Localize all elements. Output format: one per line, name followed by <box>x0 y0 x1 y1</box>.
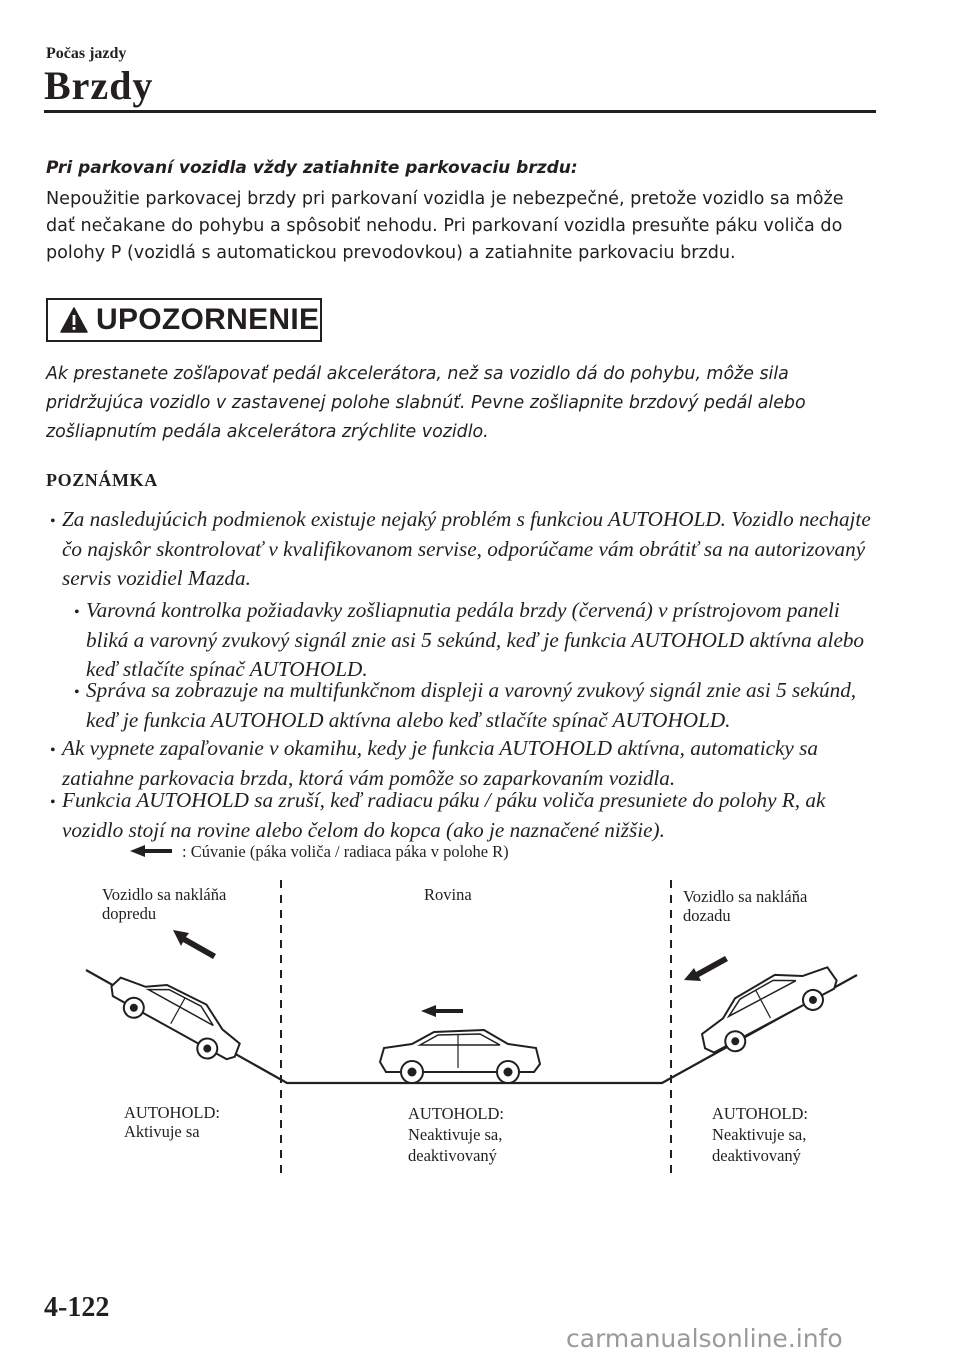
center-status-line2: Neaktivuje sa, <box>408 1125 503 1144</box>
note-item-ignition-off: Ak vypnete zapaľovanie v okamihu, kedy je funkcia AUTOHOLD aktívna, automaticky sa zatiahne parkovacia brzda, ktorá vám pomôže so zaparkovaním vozidla. <box>62 736 818 790</box>
bullet: • <box>50 513 56 530</box>
left-status-line2: Aktivuje sa <box>124 1122 200 1141</box>
watermark: carmanualsonline.info <box>566 1324 843 1353</box>
right-direction-arrow-icon <box>684 956 728 981</box>
left-status <box>124 1103 220 1141</box>
bullet: • <box>74 604 80 621</box>
reverse-arrow-icon <box>130 845 172 857</box>
autohold-slope-diagram <box>0 830 960 1180</box>
left-slope-label <box>102 885 226 923</box>
caution-title: UPOZORNENIE <box>96 303 320 336</box>
right-status <box>712 1103 808 1166</box>
legend-label: : Cúvanie (páka voliča / radiaca páka v polohe R) <box>182 842 509 861</box>
note-subitem-warning-light: Varovná kontrolka požiadavky zošliapnutia pedála brzdy (červená) v prístrojovom paneli bliká a varovný zvukový signál znie asi 5 sekúnd, keď je funkcia AUTOHOLD aktívna alebo keď stlačíte spínač AUTOHOLD. <box>86 598 865 681</box>
page-number: 4-122 <box>44 1292 110 1323</box>
left-direction-arrow-icon <box>173 930 216 959</box>
right-status-line3: deaktivovaný <box>712 1146 801 1165</box>
right-status-line2: Neaktivuje sa, <box>712 1125 807 1144</box>
right-slope-label-line1: Vozidlo sa nakláňa <box>683 887 808 906</box>
note-item-cancel-condition: Funkcia AUTOHOLD sa zruší, keď radiacu páku / páku voliča presuniete do polohy R, ak vozidlo stojí na rovine alebo čelom do kopca (ako je naznačené nižšie). <box>62 788 826 842</box>
bullet: • <box>74 684 80 701</box>
center-direction-arrow-icon <box>421 1005 463 1017</box>
page-title: Brzdy <box>44 63 154 108</box>
car-center-icon <box>380 1030 540 1083</box>
section-label: Počas jazdy <box>46 45 127 62</box>
parking-warning-heading: Pri parkovaní vozidla vždy zatiahnite parkovaciu brzdu: <box>46 158 578 178</box>
bullet: • <box>50 794 56 811</box>
right-status-line1: AUTOHOLD: <box>712 1104 808 1123</box>
center-label: Rovina <box>424 885 472 904</box>
center-status <box>408 1103 504 1166</box>
caution-body: Ak prestanete zošľapovať pedál akcelerátora, než sa vozidlo dá do pohybu, môže sila pridržujúca vozidlo v zastavenej polohe slabnúť. Pevne zošliapnite brzdový pedál alebo zošliapnutím pedála akcelerátora zrýchlite vozidlo. <box>46 364 806 442</box>
warning-triangle-icon <box>60 307 88 333</box>
center-status-line3: deaktivovaný <box>408 1146 497 1165</box>
car-left-icon <box>103 960 250 1071</box>
right-slope-label <box>683 887 807 925</box>
right-slope-label-line2: dozadu <box>683 906 731 925</box>
left-slope-label-line2: dopredu <box>102 904 157 923</box>
title-divider <box>44 110 876 113</box>
note-heading: POZNÁMKA <box>46 470 158 490</box>
caution-box <box>46 298 322 342</box>
note-item-autohold-problem: Za nasledujúcich podmienok existuje nejaký problém s funkciou AUTOHOLD. Vozidlo nechajte čo najskôr skontrolovať v kvalifikovanom servise, odporúčame vám obrátiť sa na autorizovaný servis vozidiel Mazda. <box>62 507 871 590</box>
parking-warning-body: Nepoužitie parkovacej brzdy pri parkovaní vozidla je nebezpečné, pretože vozidlo sa môže dať nečakane do pohybu a spôsobiť nehodu. Pri parkovaní vozidla presuňte páku voliča do polohy P (vozidlá s automatickou prevodovkou) a zatiahnite parkovaciu brzdu. <box>46 189 844 263</box>
note-subitem-display-message: Správa sa zobrazuje na multifunkčnom displeji a varovný zvukový signál znie asi 5 sekúnd, keď je funkcia AUTOHOLD aktívna alebo keď stlačíte spínač AUTOHOLD. <box>86 678 857 732</box>
center-status-line1: AUTOHOLD: <box>408 1104 504 1123</box>
left-status-line1: AUTOHOLD: <box>124 1103 220 1122</box>
bullet: • <box>50 742 56 759</box>
left-slope-label-line1: Vozidlo sa nakláňa <box>102 885 227 904</box>
